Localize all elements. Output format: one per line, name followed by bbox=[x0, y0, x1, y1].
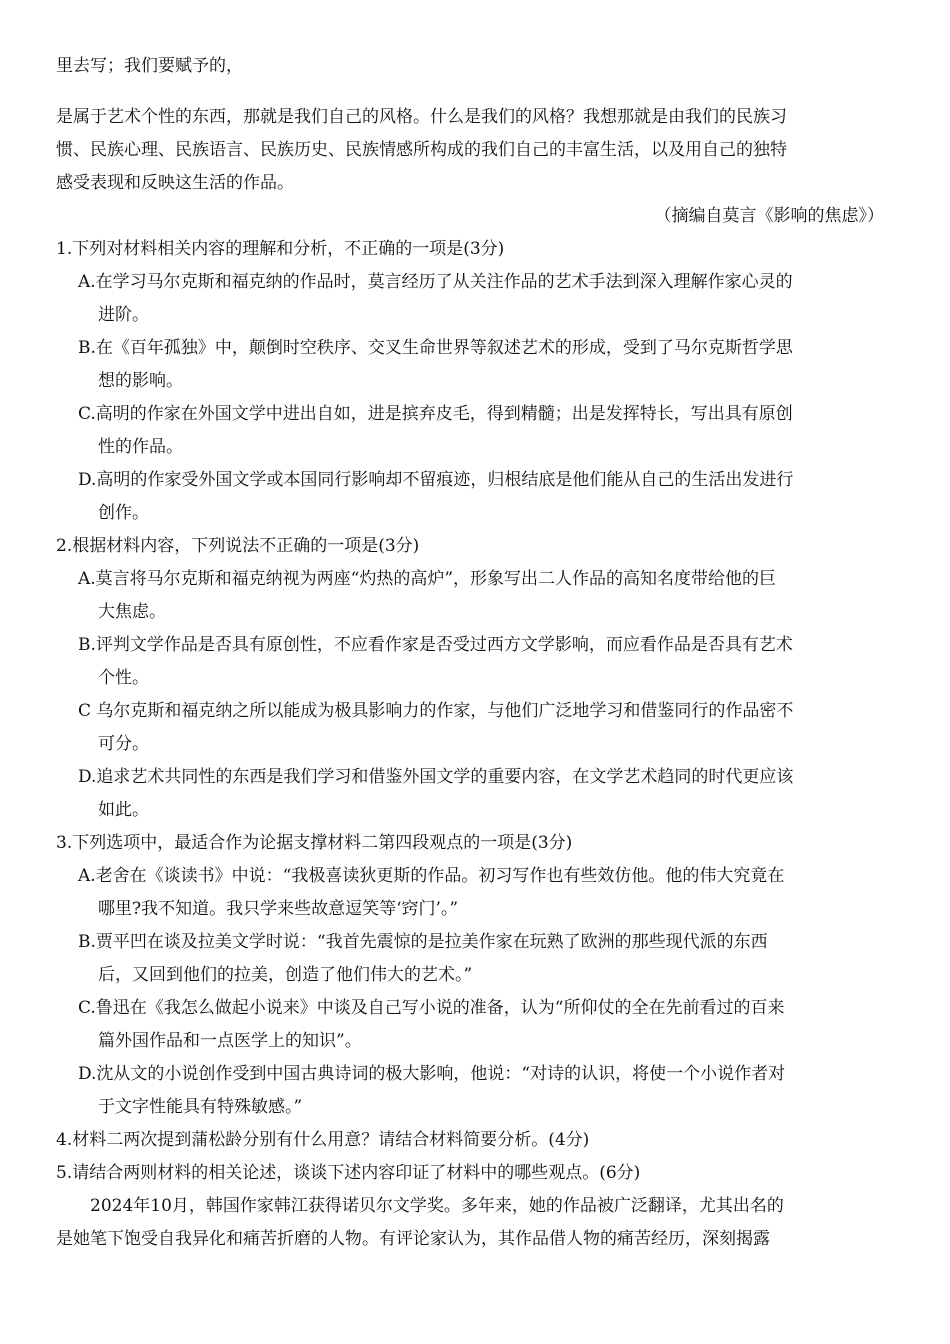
question-4 bbox=[56, 1124, 896, 1157]
passage-line: 惯、民族心理、民族语言、民族历史、民族情感所构成的我们自己的丰富生活，以及用自己的独特 bbox=[56, 140, 787, 160]
passage-line: 感受表现和反映这生活的作品。 bbox=[56, 173, 294, 193]
option-b bbox=[78, 926, 896, 992]
question-5 bbox=[56, 1157, 896, 1256]
option-line: 性的作品。 bbox=[98, 437, 183, 457]
option-line: C 乌尔克斯和福克纳之所以能成为极具影响力的作家，与他们广泛地学习和借鉴同行的作品密不 bbox=[78, 701, 794, 721]
question-stem: 1.下列对材料相关内容的理解和分析，不正确的一项是(3分) bbox=[56, 239, 505, 259]
q5-text-line: 是她笔下饱受自我异化和痛苦折磨的人物。有评论家认为，其作品借人物的痛苦经历，深刻揭露 bbox=[56, 1229, 770, 1249]
q5-text-line: 2024年10月，韩国作家韩江获得诺贝尔文学奖。多年来，她的作品被广泛翻译，尤其出名的 bbox=[90, 1196, 784, 1216]
option-b bbox=[78, 629, 896, 695]
option-line: C.鲁迅在《我怎么做起小说来》中谈及自己写小说的准备，认为“所仰仗的全在先前看过的百来 bbox=[78, 998, 785, 1018]
passage-paragraph bbox=[56, 101, 896, 200]
option-line: 个性。 bbox=[98, 668, 149, 688]
option-line: 后，又回到他们的拉美，创造了他们伟大的艺术。” bbox=[98, 965, 473, 985]
option-line: D.追求艺术共同性的东西是我们学习和借鉴外国文学的重要内容，在文学艺术趋同的时代更应该 bbox=[78, 767, 794, 787]
option-line: D.高明的作家受外国文学或本国同行影响却不留痕迹，归根结底是他们能从自己的生活出发进行 bbox=[78, 470, 794, 490]
option-line: A.老舍在《谈读书》中说：“我极喜读狄更斯的作品。初习写作也有些效仿他。他的伟大究竟在 bbox=[78, 866, 785, 886]
option-line: 大焦虑。 bbox=[98, 602, 166, 622]
option-line: D.沈从文的小说创作受到中国古典诗词的极大影响，他说：“对诗的认识，将使一个小说作者对 bbox=[78, 1064, 786, 1084]
option-line: 进阶。 bbox=[98, 305, 149, 325]
exam-page bbox=[56, 50, 896, 1256]
option-c bbox=[78, 695, 896, 761]
option-line: B.贾平凹在谈及拉美文学时说：“我首先震惊的是拉美作家在玩熟了欧洲的那些现代派的东西 bbox=[78, 932, 768, 952]
option-d bbox=[78, 761, 896, 827]
question-stem: 3.下列选项中，最适合作为论据支撑材料二第四段观点的一项是(3分) bbox=[56, 833, 573, 853]
option-line: 如此。 bbox=[98, 800, 149, 820]
option-line: B.在《百年孤独》中，颠倒时空秩序、交叉生命世界等叙述艺术的形成，受到了马尔克斯哲学思 bbox=[78, 338, 793, 358]
option-line: 篇外国作品和一点医学上的知识”。 bbox=[98, 1031, 362, 1051]
passage-line: 是属于艺术个性的东西，那就是我们自己的风格。什么是我们的风格？我想那就是由我们的民族习 bbox=[56, 107, 787, 127]
option-line: C.高明的作家在外国文学中进出自如，进是摈弃皮毛，得到精髓；出是发挥特长，写出具有原创 bbox=[78, 404, 793, 424]
paragraph-gap bbox=[56, 83, 896, 101]
option-line: B.评判文学作品是否具有原创性，不应看作家是否受过西方文学影响，而应看作品是否具有艺术 bbox=[78, 635, 793, 655]
option-a bbox=[78, 563, 896, 629]
option-line: 创作。 bbox=[98, 503, 149, 523]
passage-line: 里去写；我们要赋予的， bbox=[56, 56, 243, 76]
source-citation: （摘编自莫言《影响的焦虑》） bbox=[654, 206, 884, 226]
question-2 bbox=[56, 530, 896, 827]
question-stem: 2.根据材料内容，下列说法不正确的一项是(3分) bbox=[56, 536, 420, 556]
option-c bbox=[78, 398, 896, 464]
option-line: 于文字性能具有特殊敏感。” bbox=[98, 1097, 303, 1117]
question-stem: 4.材料二两次提到蒲松龄分别有什么用意？请结合材料简要分析。(4分) bbox=[56, 1130, 590, 1150]
question-3 bbox=[56, 827, 896, 1124]
option-c bbox=[78, 992, 896, 1058]
option-b bbox=[78, 332, 896, 398]
option-a bbox=[78, 860, 896, 926]
option-line: 想的影响。 bbox=[98, 371, 183, 391]
option-line: A.莫言将马尔克斯和福克纳视为两座“灼热的高炉”，形象写出二人作品的高知名度带给他的巨 bbox=[78, 569, 777, 589]
option-line: 可分。 bbox=[98, 734, 149, 754]
option-d bbox=[78, 464, 896, 530]
option-a bbox=[78, 266, 896, 332]
option-d bbox=[78, 1058, 896, 1124]
option-line: 哪里?我不知道。我只学来些故意逗笑等‘窍门’。” bbox=[98, 899, 459, 919]
question-stem: 5.请结合两则材料的相关论述，谈谈下述内容印证了材料中的哪些观点。(6分) bbox=[56, 1163, 641, 1183]
question-1 bbox=[56, 233, 896, 530]
option-line: A.在学习马尔克斯和福克纳的作品时，莫言经历了从关注作品的艺术手法到深入理解作家心灵的 bbox=[78, 272, 793, 292]
